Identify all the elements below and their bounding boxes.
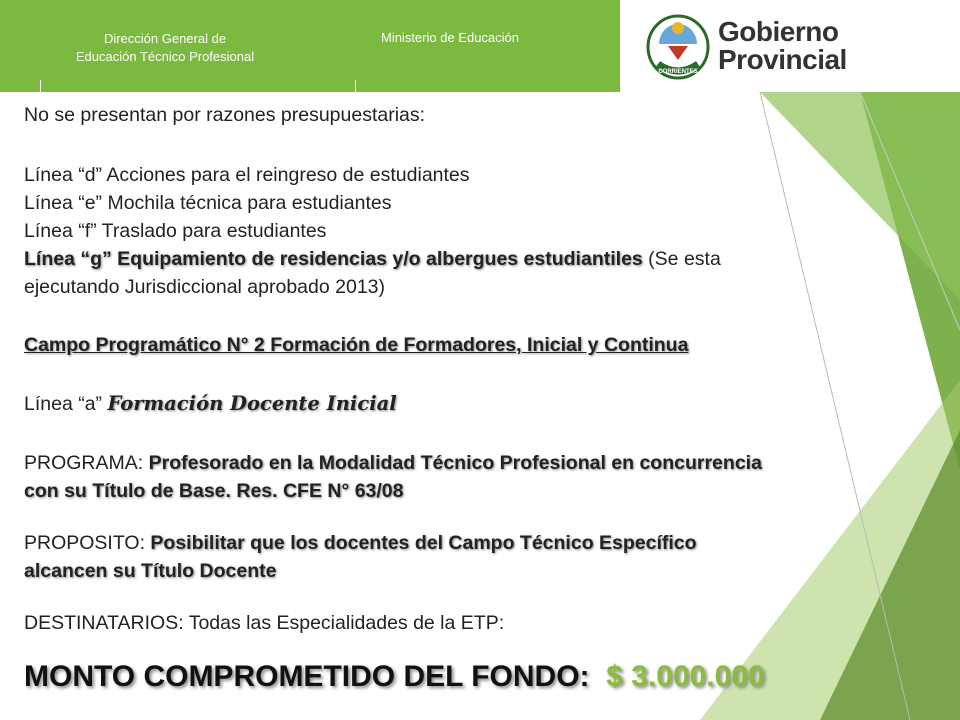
logo-wordmark: [718, 18, 847, 74]
intro-line: No se presentan por razones presupuestarias:: [24, 104, 426, 126]
linea-g-continuation: ejecutando Jurisdiccional aprobado 2013): [24, 276, 385, 298]
monto-label: MONTO COMPROMETIDO DEL FONDO:: [24, 660, 590, 693]
linea-d: Línea “d” Acciones para el reingreso de estudiantes: [24, 164, 470, 186]
header-divider: [40, 80, 41, 92]
header-left-line1: Dirección General de: [103, 31, 227, 46]
linea-g-note: (Se esta: [642, 248, 721, 270]
monto-line: [24, 660, 765, 694]
linea-g: [24, 248, 721, 271]
proposito-line1: [24, 532, 697, 555]
linea-a: [24, 392, 397, 416]
programa-label: PROGRAMA:: [24, 452, 149, 474]
header-direccion: [30, 30, 300, 66]
proposito-label: PROPOSITO:: [24, 532, 151, 554]
campo-programatico-heading: Campo Programático N° 2 Formación de Formadores, Inicial y Continua: [24, 334, 689, 356]
programa-line1: [24, 452, 762, 475]
logo-gobierno: Gobierno: [718, 16, 839, 47]
svg-text:CORRIENTES: CORRIENTES: [658, 69, 698, 75]
monto-value: $ 3.000.000: [606, 660, 765, 693]
corrientes-seal-icon: [646, 14, 710, 80]
proposito-text: Posibilitar que los docentes del Campo Técnico Específico: [150, 532, 697, 554]
proposito-line2: alcancen su Título Docente: [24, 560, 277, 582]
linea-e: Línea “e” Mochila técnica para estudiantes: [24, 192, 392, 214]
linea-g-title: Línea “g” Equipamiento de residencias y/o albergues estudiantiles: [24, 248, 643, 270]
header-left-line2: Educación Técnico Profesional: [75, 49, 255, 64]
logo-provincial: Provincial: [718, 44, 847, 75]
programa-text: Profesorado en la Modalidad Técnico Profesional en concurrencia: [148, 452, 762, 474]
header-bar: [0, 0, 960, 92]
linea-f: Línea “f” Traslado para estudiantes: [24, 220, 327, 242]
destinatarios-line: DESTINATARIOS: Todas las Especialidades de la ETP:: [24, 612, 505, 634]
header-divider: [355, 80, 356, 92]
gobierno-logo: [620, 0, 960, 92]
header-ministerio: Ministerio de Educación: [380, 30, 520, 45]
linea-a-title: Formación Docente Inicial: [107, 392, 397, 415]
programa-line2: con su Título de Base. Res. CFE N° 63/08: [24, 480, 404, 502]
linea-a-prefix: Línea “a”: [24, 393, 108, 415]
